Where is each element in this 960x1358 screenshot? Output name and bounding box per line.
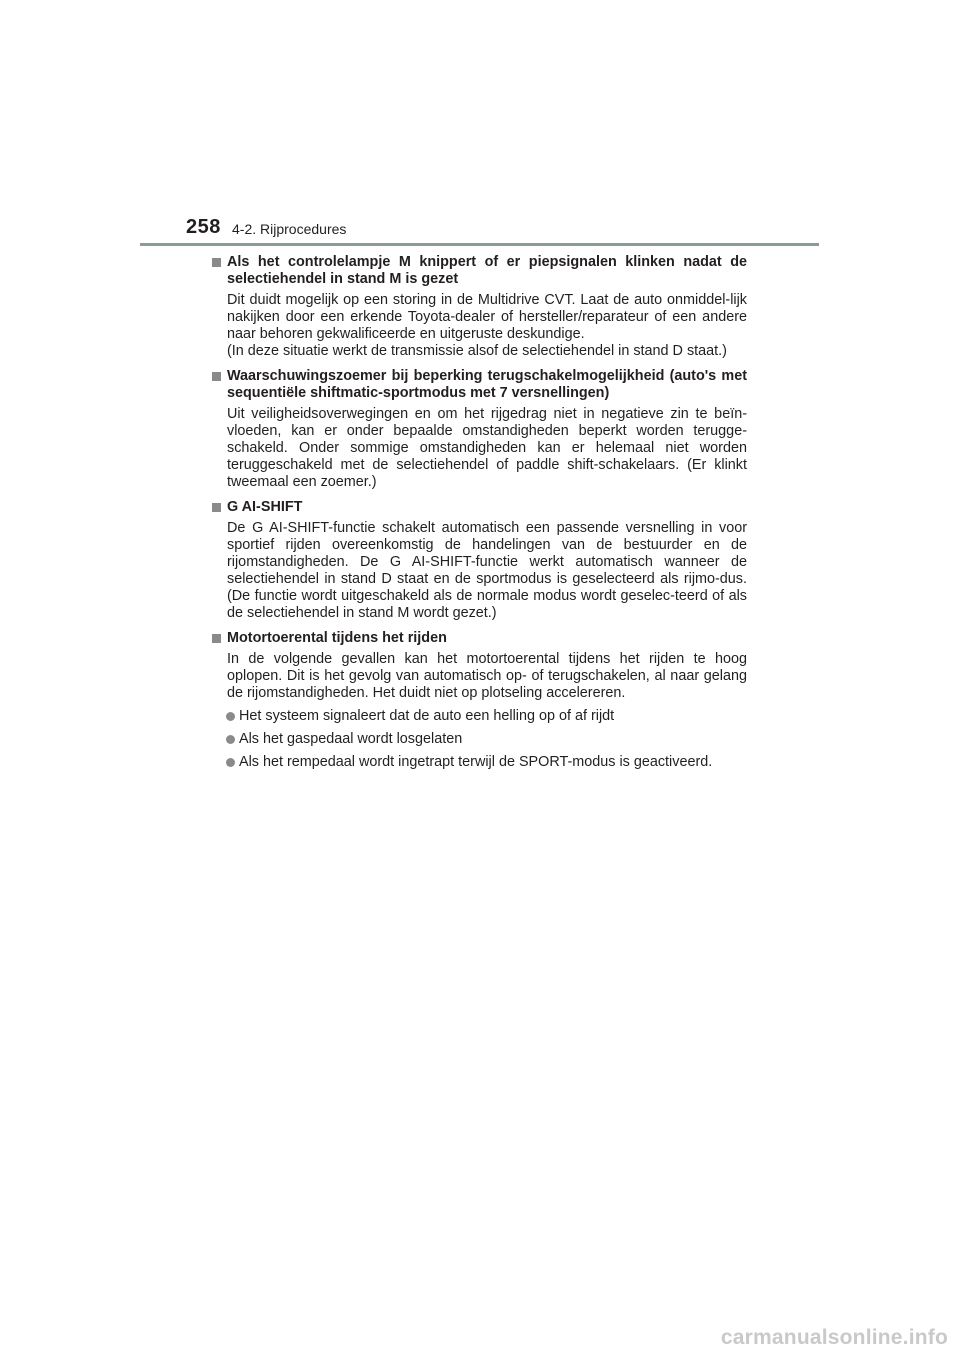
- square-bullet-icon: [212, 503, 221, 512]
- section-heading: [211, 254, 747, 288]
- main-content: [211, 254, 747, 779]
- section-heading-text: Als het controlelampje M knippert of er piepsignalen klinken nadat de selectiehendel in stand M is gezet: [227, 254, 747, 287]
- paragraph: Uit veiligheidsoverwegingen en om het rijgedrag niet in negatieve zin te beïn-vloeden, kan er onder bepaalde omstandigheden beperkt worden terugge-schakeld. Onder sommige omstandigheden kan er helemaal niet worden teruggeschakeld met de selectiehendel of paddle shift-schakelaars. (Er klinkt tweemaal een zoemer.): [227, 406, 747, 490]
- section-waarschuwingszoemer: [211, 368, 747, 491]
- paragraph: De G AI-SHIFT-functie schakelt automatisch een passende versnelling in voor sportief rijden overeenkomstig de handelingen van de bestuurder en de rijomstandigheden. De G AI-SHIFT-functie werkt automatisch wanneer de selectiehendel in stand D staat en de sportmodus is geselecteerd als rijmo-dus. (De functie wordt uitgeschakeld als de normale modus wordt geselec-teerd of als de selectiehendel in stand M wordt gezet.): [227, 520, 747, 621]
- circle-bullet-icon: [226, 712, 235, 721]
- list-item: [211, 708, 747, 725]
- section-heading-text: G AI-SHIFT: [227, 499, 303, 515]
- section-heading-text: Waarschuwingszoemer bij beperking terugschakelmogelijkheid (auto's met sequentiële shiftmatic-sportmodus met 7 versnellingen): [227, 368, 747, 401]
- paragraph: In de volgende gevallen kan het motortoerental tijdens het rijden te hoog oplopen. Dit is het gevolg van automatisch op- of terugschakelen, al naar gelang de rijomstandigheden. Het duidt niet op plotseling accelereren.: [227, 651, 747, 701]
- list-item: [211, 731, 747, 748]
- section-motortoerental: [211, 630, 747, 771]
- section-g-ai-shift: [211, 499, 747, 622]
- page-number: 258: [186, 216, 221, 238]
- circle-bullet-icon: [226, 758, 235, 767]
- square-bullet-icon: [212, 372, 221, 381]
- list-item-text: Als het gaspedaal wordt losgelaten: [239, 731, 463, 747]
- list-item-text: Als het rempedaal wordt ingetrapt terwijl de SPORT-modus is geactiveerd.: [239, 754, 713, 770]
- list-item-text: Het systeem signaleert dat de auto een helling op of af rijdt: [239, 708, 615, 724]
- section-heading: [211, 368, 747, 402]
- list-item: [211, 754, 747, 771]
- section-heading-text: Motortoerental tijdens het rijden: [227, 630, 447, 646]
- section-controlelampje: [211, 254, 747, 360]
- square-bullet-icon: [212, 634, 221, 643]
- paragraph: (In deze situatie werkt de transmissie alsof de selectiehendel in stand D staat.): [227, 343, 727, 359]
- square-bullet-icon: [212, 258, 221, 267]
- circle-bullet-icon: [226, 735, 235, 744]
- paragraph: Dit duidt mogelijk op een storing in de Multidrive CVT. Laat de auto onmiddel-lijk nakijken door een erkende Toyota-dealer of hersteller/reparateur of een andere naar behoren gekwalificeerde en uitgeruste deskundige.: [227, 292, 747, 342]
- section-heading: [211, 499, 747, 516]
- chapter-title: 4-2. Rijprocedures: [232, 221, 347, 237]
- section-heading: [211, 630, 747, 647]
- header-rule: [140, 243, 819, 246]
- watermark: carmanualsonline.info: [720, 1326, 948, 1349]
